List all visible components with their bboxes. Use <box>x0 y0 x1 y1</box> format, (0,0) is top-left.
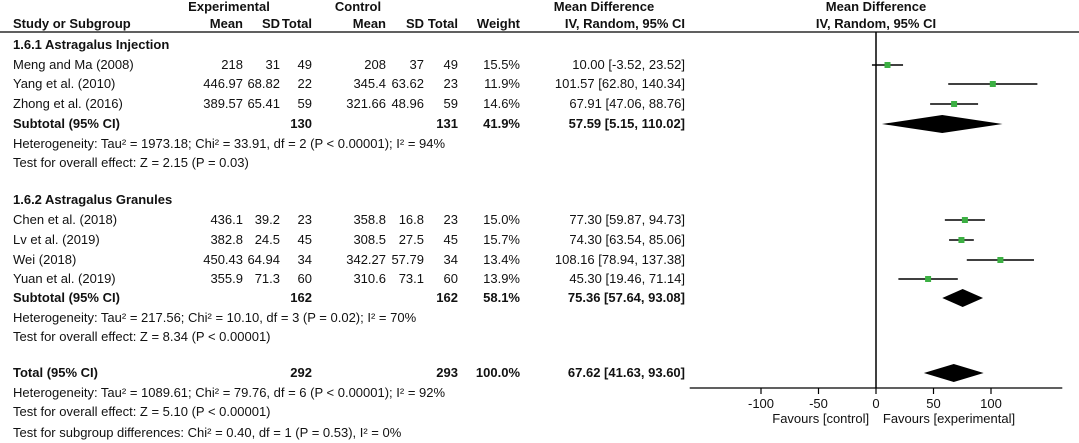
subgroup-heterogeneity: Heterogeneity: Tau² = 217.56; Chi² = 10.10, df = 3 (P = 0.02); I² = 70% <box>13 310 417 325</box>
study-ctl-total: 49 <box>443 57 458 72</box>
total-heterogeneity: Heterogeneity: Tau² = 1089.61; Chi² = 79.76, df = 6 (P < 0.00001); I² = 92% <box>13 385 446 400</box>
subtotal-weight: 41.9% <box>483 116 520 131</box>
header-ci-method-plot: IV, Random, 95% CI <box>815 16 937 31</box>
study-weight: 13.4% <box>483 252 520 267</box>
header-mean-difference: Mean Difference <box>553 0 655 14</box>
header-ctl-total: Total <box>427 16 458 31</box>
study-point <box>925 276 931 282</box>
study-ctl-total: 45 <box>443 232 458 247</box>
study-point <box>958 237 964 243</box>
favours-control-label: Favours [control] <box>772 411 870 426</box>
study-ctl-sd: 73.1 <box>398 271 424 286</box>
study-name: Yang et al. (2010) <box>13 76 116 91</box>
study-weight: 15.0% <box>483 212 520 227</box>
subtotal-label: Subtotal (95% CI) <box>13 290 120 305</box>
study-exp-mean: 382.8 <box>210 232 243 247</box>
total-label: Total (95% CI) <box>13 365 98 380</box>
subgroup-differences-test: Test for subgroup differences: Chi² = 0.40, df = 1 (P = 0.53), I² = 0% <box>13 425 402 440</box>
study-ctl-mean: 310.6 <box>353 271 386 286</box>
total-exp-total: 292 <box>290 365 312 380</box>
total-ci: 67.62 [41.63, 93.60] <box>567 365 685 380</box>
study-ctl-total: 60 <box>443 271 458 286</box>
study-ci: 101.57 [62.80, 140.34] <box>554 76 685 91</box>
header-control: Control <box>334 0 382 14</box>
study-exp-total: 59 <box>297 96 312 111</box>
header-weight: Weight <box>476 16 520 31</box>
subgroup-title: 1.6.2 Astragalus Granules <box>13 192 173 207</box>
study-point <box>962 217 968 223</box>
study-name: Yuan et al. (2019) <box>13 271 116 286</box>
study-ctl-mean: 208 <box>364 57 386 72</box>
x-tick-label: 0 <box>872 396 880 411</box>
study-exp-sd: 65.41 <box>247 96 280 111</box>
study-ci: 77.30 [59.87, 94.73] <box>569 212 685 227</box>
study-ctl-mean: 345.4 <box>353 76 386 91</box>
header-ctl-mean: Mean <box>352 16 386 31</box>
study-ctl-total: 34 <box>443 252 458 267</box>
study-name: Chen et al. (2018) <box>13 212 118 227</box>
study-name: Lv et al. (2019) <box>13 232 100 247</box>
study-weight: 15.5% <box>483 57 520 72</box>
x-tick-label: 100 <box>980 396 1002 411</box>
subtotal-ci: 75.36 [57.64, 93.08] <box>567 290 685 305</box>
study-exp-mean: 436.1 <box>210 212 243 227</box>
subgroup-overall-effect: Test for overall effect: Z = 2.15 (P = 0.03) <box>13 155 249 170</box>
study-exp-mean: 389.57 <box>203 96 243 111</box>
study-point <box>885 62 891 68</box>
study-exp-mean: 218 <box>221 57 243 72</box>
study-exp-total: 45 <box>297 232 312 247</box>
subtotal-ci: 57.59 [5.15, 110.02] <box>568 116 685 131</box>
total-overall-effect: Test for overall effect: Z = 5.10 (P < 0.00001) <box>13 404 271 419</box>
study-exp-total: 60 <box>297 271 312 286</box>
total-diamond <box>924 364 984 382</box>
subgroup-title: 1.6.1 Astragalus Injection <box>13 37 170 52</box>
favours-experimental-label: Favours [experimental] <box>882 411 1016 426</box>
header-ci-method: IV, Random, 95% CI <box>564 16 685 31</box>
study-ctl-sd: 48.96 <box>391 96 424 111</box>
study-name: Meng and Ma (2008) <box>13 57 134 72</box>
study-exp-total: 22 <box>297 76 312 91</box>
study-exp-sd: 31 <box>265 57 280 72</box>
study-weight: 14.6% <box>483 96 520 111</box>
study-point <box>951 101 957 107</box>
header-study: Study or Subgroup <box>13 16 131 31</box>
subtotal-ctl-total: 131 <box>436 116 458 131</box>
x-tick-label: -100 <box>747 396 775 411</box>
x-tick-label: -50 <box>809 396 828 411</box>
study-exp-total: 23 <box>297 212 312 227</box>
study-ctl-sd: 63.62 <box>391 76 424 91</box>
study-point <box>997 257 1003 263</box>
study-exp-sd: 39.2 <box>254 212 280 227</box>
header-exp-mean: Mean <box>209 16 243 31</box>
header-experimental: Experimental <box>188 0 270 14</box>
subtotal-exp-total: 162 <box>290 290 312 305</box>
subtotal-diamond <box>942 289 983 307</box>
study-name: Zhong et al. (2016) <box>13 96 123 111</box>
study-exp-total: 49 <box>297 57 312 72</box>
study-exp-sd: 64.94 <box>247 252 280 267</box>
subtotal-ctl-total: 162 <box>436 290 458 305</box>
subtotal-exp-total: 130 <box>290 116 312 131</box>
subgroup-heterogeneity: Heterogeneity: Tau² = 1973.18; Chi² = 33.91, df = 2 (P < 0.00001); I² = 94% <box>13 136 446 151</box>
total-weight: 100.0% <box>475 365 520 380</box>
study-weight: 13.9% <box>483 271 520 286</box>
study-ci: 10.00 [-3.52, 23.52] <box>572 57 685 72</box>
study-ci: 45.30 [19.46, 71.14] <box>569 271 685 286</box>
study-ctl-mean: 342.27 <box>346 252 386 267</box>
study-ctl-total: 23 <box>443 76 458 91</box>
study-ctl-mean: 321.66 <box>346 96 386 111</box>
study-exp-mean: 446.97 <box>203 76 243 91</box>
study-ctl-mean: 358.8 <box>353 212 386 227</box>
study-ctl-sd: 16.8 <box>398 212 424 227</box>
study-weight: 15.7% <box>483 232 520 247</box>
study-point <box>990 81 996 87</box>
study-ci: 74.30 [63.54, 85.06] <box>569 232 685 247</box>
study-exp-sd: 71.3 <box>254 271 280 286</box>
study-weight: 11.9% <box>484 76 520 91</box>
x-tick-label: 50 <box>926 396 941 411</box>
total-ctl-total: 293 <box>436 365 458 380</box>
study-exp-sd: 24.5 <box>254 232 280 247</box>
header-mean-difference-plot: Mean Difference <box>825 0 927 14</box>
header-ctl-sd: SD <box>405 16 424 31</box>
study-ci: 67.91 [47.06, 88.76] <box>569 96 685 111</box>
study-ci: 108.16 [78.94, 137.38] <box>554 252 685 267</box>
study-ctl-sd: 27.5 <box>398 232 424 247</box>
study-exp-mean: 355.9 <box>210 271 243 286</box>
study-exp-mean: 450.43 <box>203 252 243 267</box>
study-exp-sd: 68.82 <box>247 76 280 91</box>
study-ctl-total: 59 <box>443 96 458 111</box>
study-ctl-sd: 37 <box>409 57 424 72</box>
study-ctl-mean: 308.5 <box>353 232 386 247</box>
header-exp-total: Total <box>281 16 312 31</box>
study-exp-total: 34 <box>297 252 312 267</box>
subtotal-diamond <box>882 115 1003 133</box>
subtotal-weight: 58.1% <box>483 290 520 305</box>
study-name: Wei (2018) <box>13 252 77 267</box>
header-exp-sd: SD <box>261 16 280 31</box>
subgroup-overall-effect: Test for overall effect: Z = 8.34 (P < 0.00001) <box>13 329 271 344</box>
study-ctl-total: 23 <box>443 212 458 227</box>
subtotal-label: Subtotal (95% CI) <box>13 116 120 131</box>
study-ctl-sd: 57.79 <box>391 252 424 267</box>
